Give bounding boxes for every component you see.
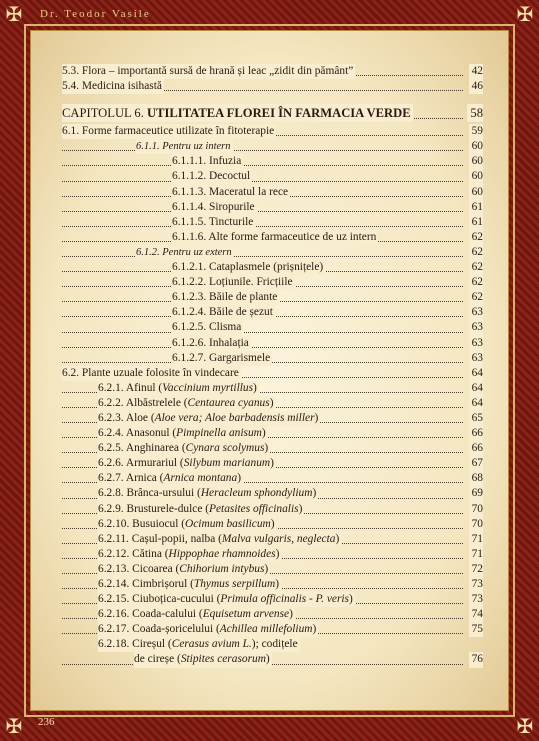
toc-entry-title [98,502,304,517]
toc-entry[interactable] [62,471,483,486]
entry-suffix: ) [270,517,275,530]
entry-suffix: ) [312,623,317,636]
toc-entry-title [62,366,241,381]
entry-text: 6.1. Forme farmaceutice utilizate în fitoterapie [62,125,275,138]
entry-text: 6.2.14. Cimbrișorul ( [98,578,194,590]
toc-entry[interactable] [62,456,483,471]
toc-entry-title [98,411,320,426]
toc-entry[interactable] [62,185,483,200]
entry-text: 6.1.2.4. Băile de șezut [172,306,273,319]
toc-entry-title [172,351,272,366]
entry-text: 6.1.1.6. Alte forme farmaceutice de uz intern [172,230,377,243]
toc-entry[interactable] [62,577,483,592]
toc-entry-title [172,275,295,290]
toc-entry[interactable] [62,517,483,532]
latin-name: Silybum marianum [183,457,271,470]
toc-entry[interactable] [62,396,483,411]
toc-entry-title [172,185,290,200]
entry-text: 6.2.11. Cașul-popii, nalba ( [98,532,222,545]
toc-entry[interactable] [62,637,483,652]
toc-entry-title [172,230,378,245]
page-ref: 71 [469,547,483,562]
latin-name: Achillea millefolium [219,623,313,636]
toc-entry-title [98,547,281,562]
toc-entry-title [98,562,270,577]
toc-entry[interactable] [62,441,483,456]
toc-chapter-heading[interactable] [62,104,483,122]
page-ref: 71 [469,532,483,547]
toc-entry[interactable] [62,351,483,366]
toc-entry-title [172,290,279,305]
toc-entry-title [172,336,251,351]
latin-name: Heracleum sphondylium [200,487,313,500]
entry-suffix: ) [261,427,266,440]
toc-entry[interactable] [62,336,483,351]
toc-entry[interactable] [62,260,483,275]
latin-name: Primula officinalis - P. veris [220,593,349,606]
toc-entry-title [136,245,234,260]
latin-name: Vaccinium myrtillus [162,381,254,394]
page-ref: 66 [469,426,483,441]
entry-suffix: ) [270,457,274,470]
latin-name: Thymus serpillum [193,578,276,590]
toc-entry-title [98,532,341,547]
toc-entry[interactable] [62,305,483,320]
toc-entry[interactable] [62,124,483,139]
toc-entry[interactable] [62,79,483,94]
maltese-cross-icon: ✠ [516,714,534,738]
toc-entry-title [62,79,164,94]
entry-text: 6.1.2. Pentru uz extern [136,246,232,258]
toc-entry-title [98,486,318,501]
latin-name: Arnica montana [163,472,238,485]
page-ref: 62 [469,245,483,260]
toc-entry-title [98,426,268,441]
leader-dots [62,211,463,212]
entry-suffix: ) [253,381,257,394]
page-number: 236 [38,716,55,728]
toc-entry-title [62,64,355,79]
latin-name: Hippophae rhamnoides [168,547,276,560]
page-ref: 62 [469,275,483,290]
page-ref: 73 [469,592,483,607]
page-ref: 76 [469,652,483,667]
entry-text: 6.1.2.6. Inhalația [172,336,249,349]
page-ref: 63 [469,336,483,351]
entry-text: 6.2.15. Ciuboțica-cucului ( [98,593,221,606]
entry-text: 6.1.2.3. Băile de plante [172,291,278,304]
entry-text: 6.2.12. Cătina ( [98,547,169,560]
toc-entry-title [62,104,413,122]
page-ref: 73 [469,577,483,592]
leader-dots [62,165,463,166]
page-ref: 62 [469,290,483,305]
toc-entry-title [172,320,243,335]
entry-text: 5.4. Medicina isihastă [62,80,162,93]
toc-entry[interactable] [62,366,483,381]
toc-entry-title [134,652,272,667]
entry-text: 6.2.13. Cicoarea ( [98,562,180,575]
entry-text: 6.2.16. Coada-calului ( [98,608,203,621]
latin-name: Centaurea cyanus [187,396,270,409]
page-ref: 60 [469,169,483,184]
toc-entry[interactable] [62,532,483,547]
page-ref: 64 [469,366,483,381]
entry-text: 6.1.1. Pentru uz intern [136,141,231,153]
latin-name: Equisetum arvense [202,608,290,621]
toc-entry[interactable] [62,245,483,260]
entry-text: 6.2. Plante uzuale folosite în vindecare [62,366,239,379]
toc-entry[interactable] [62,426,483,441]
toc-entry-title [98,577,281,592]
leader-dots [62,347,463,348]
toc-entry-title [98,381,259,396]
toc-entry[interactable] [62,169,483,184]
toc-entry-title [98,396,275,411]
toc-entry[interactable] [62,486,483,501]
entry-text: 6.2.9. Brusturele-dulce ( [98,502,210,515]
entry-text: 6.1.1.4. Siropurile [172,200,255,213]
entry-text: 6.2.8. Brânca-ursului ( [98,487,201,500]
table-of-contents [62,64,483,668]
toc-entry-title [98,622,318,637]
toc-entry-title [172,305,275,320]
toc-entry-title [172,169,252,184]
toc-entry-title [98,456,276,471]
toc-entry[interactable] [62,592,483,607]
page-ref: 58 [467,104,483,122]
entry-text: 6.1.1.5. Tincturile [172,215,254,228]
entry-suffix: ) [348,593,353,606]
toc-entry-title [136,139,233,154]
toc-entry-title [98,607,295,622]
toc-entry[interactable] [62,502,483,517]
latin-name: Aloe vera; Aloe barbadensis miller [154,411,315,424]
leader-dots [62,256,463,257]
toc-entry[interactable] [62,622,483,637]
page-ref: 72 [469,562,483,577]
toc-entry-title [62,124,276,139]
page-ref: 74 [469,607,483,622]
entry-suffix: ) [275,578,279,590]
toc-entry-title [172,154,243,169]
entry-text: 6.2.17. Coada-șoricelului ( [98,623,220,636]
entry-suffix: ) [312,487,317,500]
latin-name: Petasites officinalis [209,502,299,515]
page-ref: 60 [469,185,483,200]
page-ref: 46 [469,79,483,94]
page-ref: 70 [469,517,483,532]
page-ref: 70 [469,502,483,517]
chapter-title: UTILITATEA FLOREI ÎN FARMACIA VERDE [147,106,411,121]
leader-dots [62,150,463,151]
toc-entry[interactable] [62,607,483,622]
page-ref: 61 [469,200,483,215]
entry-suffix: ) [237,472,241,485]
chapter-prefix: CAPITOLUL 6. [62,106,148,121]
entry-suffix: ); codițele [251,638,298,651]
maltese-cross-icon: ✠ [5,2,23,26]
page-ref: 64 [469,381,483,396]
toc-entry[interactable] [62,290,483,305]
entry-suffix: ) [314,411,319,424]
toc-entry-title [172,260,325,275]
page-ref: 59 [469,124,483,139]
entry-suffix: ) [269,396,274,409]
entry-text: 6.2.5. Anghinarea ( [98,442,186,455]
page-ref: 75 [469,622,483,637]
entry-text: 6.2.2. Albăstrelele ( [98,396,188,409]
page-ref: 61 [469,215,483,230]
page-ref: 62 [469,260,483,275]
leader-dots [62,332,463,333]
page-ref: 65 [469,411,483,426]
latin-name: Cynara scolymus [185,442,265,455]
entry-text: 6.2.4. Anasonul ( [98,427,177,440]
toc-entry[interactable] [62,200,483,215]
entry-text: 5.3. Flora – importantă sursă de hrană și leac „zidit din pământ” [62,65,354,77]
toc-entry-title [98,637,300,652]
toc-entry[interactable] [62,230,483,245]
toc-entry[interactable] [62,275,483,290]
leader-dots [62,226,463,227]
entry-suffix: ) [298,502,303,515]
page-ref: 60 [469,154,483,169]
entry-text: 6.1.1.2. Decoctul [172,170,251,183]
page-ref: 63 [469,351,483,366]
running-header: Dr. Teodor Vasile [40,8,151,20]
entry-suffix: ) [265,653,270,666]
entry-suffix: ) [264,442,269,455]
entry-text: 6.1.2.7. Gargarismele [172,351,271,364]
page-ref: 63 [469,305,483,320]
entry-text: 6.2.7. Arnica ( [98,472,164,485]
entry-text: 6.1.2.1. Cataplasmele (prișnițele) [172,261,324,274]
entry-text: 6.2.10. Busuiocul ( [98,517,186,530]
latin-name: Ocimum basilicum [185,517,271,530]
toc-entry[interactable] [62,562,483,577]
maltese-cross-icon: ✠ [516,2,534,26]
toc-entry[interactable] [62,215,483,230]
entry-text: 6.2.1. Afinul ( [98,381,163,394]
leader-dots [62,181,463,182]
entry-text: 6.1.2.2. Loțiunile. Fricțiile [172,276,293,289]
toc-entry[interactable] [62,64,483,79]
toc-entry-title [98,592,355,607]
entry-text: 6.1.1.1. Infuzia [172,155,242,168]
entry-suffix: ) [335,532,340,545]
toc-entry-title [98,441,270,456]
toc-entry-title [98,517,277,532]
toc-entry[interactable] [62,547,483,562]
toc-entry[interactable] [62,381,483,396]
entry-text: 6.1.1.3. Maceratul la rece [172,185,289,198]
entry-text: 6.2.3. Aloe ( [98,411,155,424]
toc-entry-title [98,471,243,486]
toc-entry[interactable] [62,154,483,169]
entry-text: de cireșe ( [134,653,181,666]
entry-suffix: ) [264,562,269,575]
latin-name: Cerasus avium L. [171,638,252,651]
page-ref: 60 [469,139,483,154]
page-ref: 63 [469,320,483,335]
toc-entry[interactable] [62,652,483,667]
latin-name: Stipites cerasorum [180,653,266,666]
entry-text: 6.1.2.5. Clisma [172,321,242,334]
latin-name: Malva vulgaris, neglecta [221,532,336,545]
entry-text: 6.2.18. Cireșul ( [98,638,172,651]
toc-entry[interactable] [62,320,483,335]
entry-text: 6.2.6. Armurariul ( [98,457,184,470]
page-ref: 69 [469,486,483,501]
page-ref: 64 [469,396,483,411]
toc-entry[interactable] [62,139,483,154]
latin-name: Pimpinella anisum [176,427,262,440]
page-ref: 66 [469,441,483,456]
latin-name: Chihorium intybus [179,562,265,575]
page-ref: 42 [469,64,483,79]
maltese-cross-icon: ✠ [5,714,23,738]
page-ref: 62 [469,230,483,245]
page-ref: 68 [469,471,483,486]
toc-entry-title [172,200,257,215]
entry-suffix: ) [289,608,293,621]
page-ref: 67 [469,456,483,471]
toc-entry[interactable] [62,411,483,426]
toc-entry-title [172,215,255,230]
entry-suffix: ) [275,547,280,560]
